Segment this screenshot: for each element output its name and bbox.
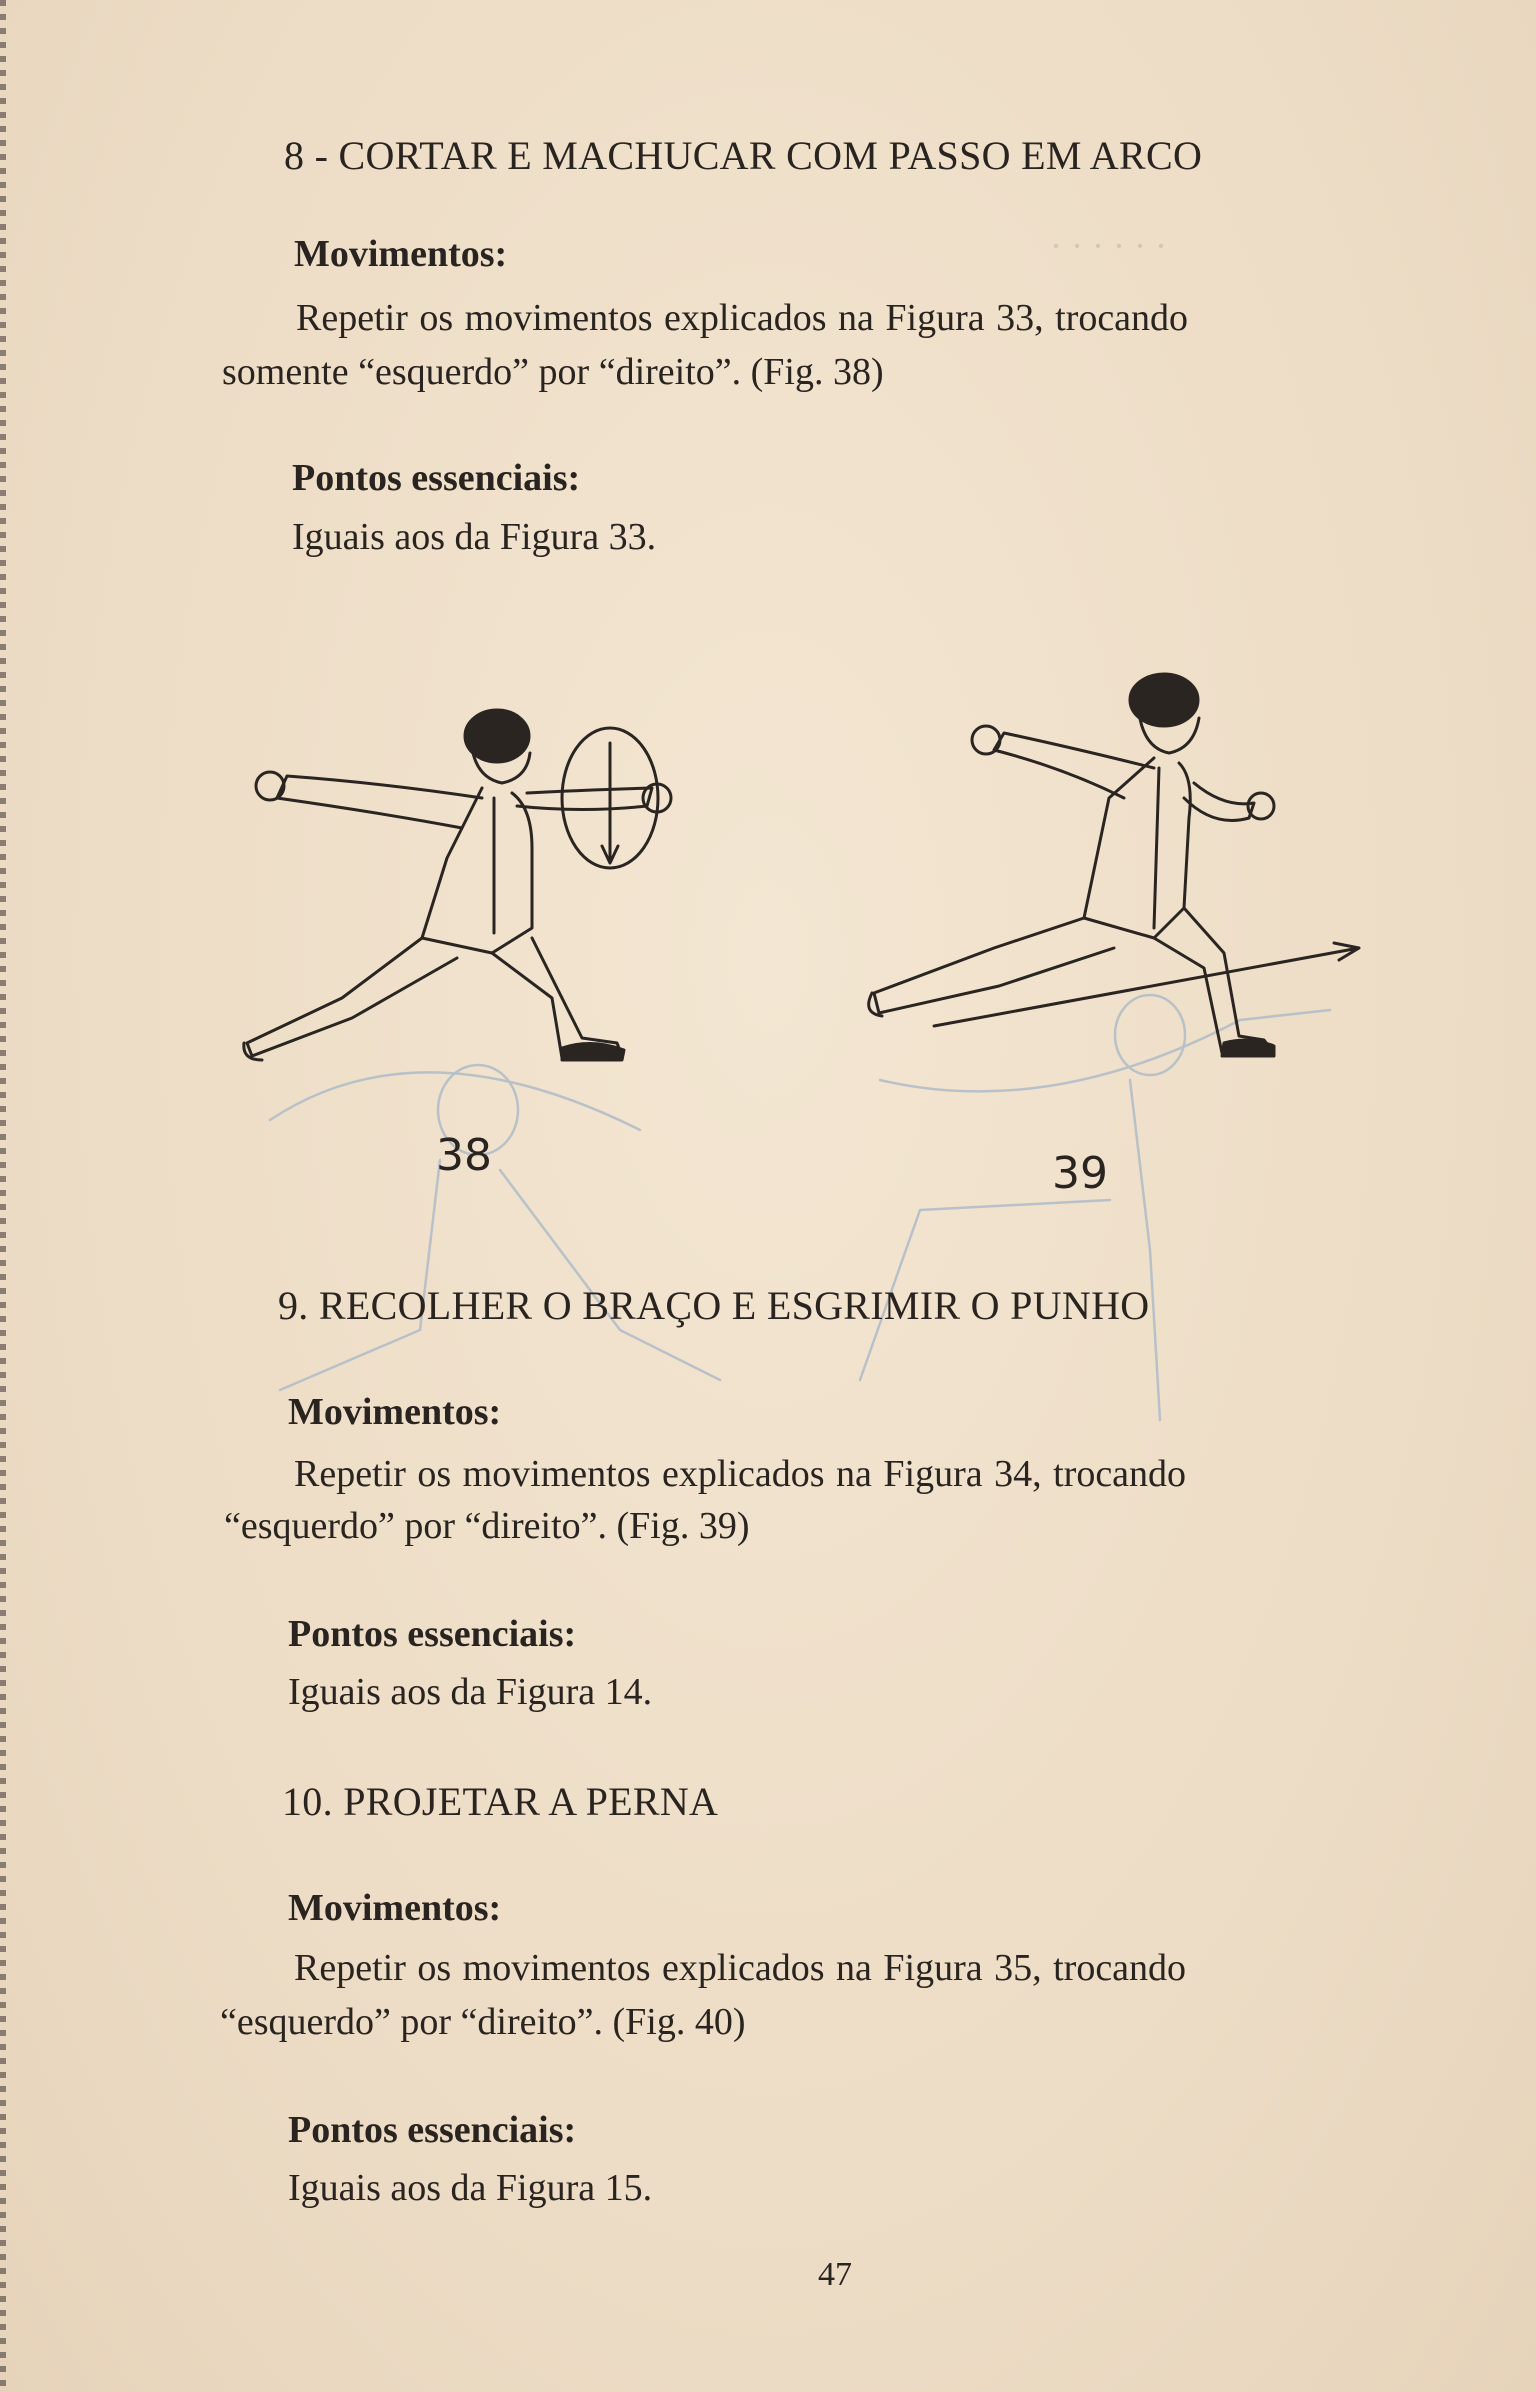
figure-39-illustration <box>854 668 1354 1068</box>
section-10-movements-line2: “esquerdo” por “direito”. (Fig. 40) <box>220 2001 746 2043</box>
section-8-movements-line1: Repetir os movimentos explicados na Figura 33, trocando <box>296 297 1189 339</box>
fig38-right-shoe <box>562 1043 624 1060</box>
fig38-left-leg <box>247 938 457 1056</box>
section-8-movements-line2: somente “esquerdo” por “direito”. (Fig. 38) <box>222 351 884 393</box>
section-8-movements-label: Movimentos: <box>294 233 508 275</box>
section-10-movements-line1: Repetir os movimentos explicados na Figura 35, trocando <box>294 1947 1187 1989</box>
section-9-movements-line2: “esquerdo” por “direito”. (Fig. 39) <box>224 1505 750 1547</box>
figure-38-illustration <box>232 698 692 1078</box>
section-10-heading: 10. PROJETAR A PERNA <box>282 1779 719 1824</box>
fig39-left-arm <box>994 733 1154 798</box>
fig39-right-arm <box>1184 783 1254 821</box>
section-8-points-text: Iguais aos da Figura 33. <box>292 516 657 558</box>
figure-38-number: 38 <box>436 1130 492 1181</box>
bleed-through-decoration: · · · · · · <box>1050 226 1167 266</box>
section-9-points-label: Pontos essenciais: <box>288 1613 577 1655</box>
section-10-movements-label: Movimentos: <box>288 1887 502 1929</box>
figure-39-number: 39 <box>1052 1148 1108 1199</box>
fig38-arc-arrow <box>602 743 618 863</box>
section-8-heading: 8 - CORTAR E MACHUCAR COM PASSO EM ARCO <box>284 133 1203 178</box>
section-9-movements-line1: Repetir os movimentos explicados na Figura 34, trocando <box>294 1453 1187 1495</box>
fig39-buttons-line <box>1154 768 1159 928</box>
fig38-right-leg <box>492 938 622 1058</box>
section-10-points-text: Iguais aos da Figura 15. <box>288 2167 653 2209</box>
section-8-points-label: Pontos essenciais: <box>292 457 581 499</box>
fig39-left-fist <box>972 726 1000 754</box>
fig38-left-arm <box>277 776 482 828</box>
fig38-torso <box>422 788 532 953</box>
fig39-right-shoe <box>1222 1040 1274 1056</box>
page-number: 47 <box>818 2256 852 2293</box>
fig39-right-leg <box>1154 908 1274 1053</box>
section-9-points-text: Iguais aos da Figura 14. <box>288 1671 653 1713</box>
section-9-movements-label: Movimentos: <box>288 1391 502 1433</box>
fig38-right-arm <box>517 788 652 810</box>
section-9-heading: 9. RECOLHER O BRAÇO E ESGRIMIR O PUNHO <box>278 1283 1150 1328</box>
fig39-arrow <box>934 943 1359 1026</box>
fig38-left-fist <box>256 772 284 800</box>
section-10-points-label: Pontos essenciais: <box>288 2109 577 2151</box>
